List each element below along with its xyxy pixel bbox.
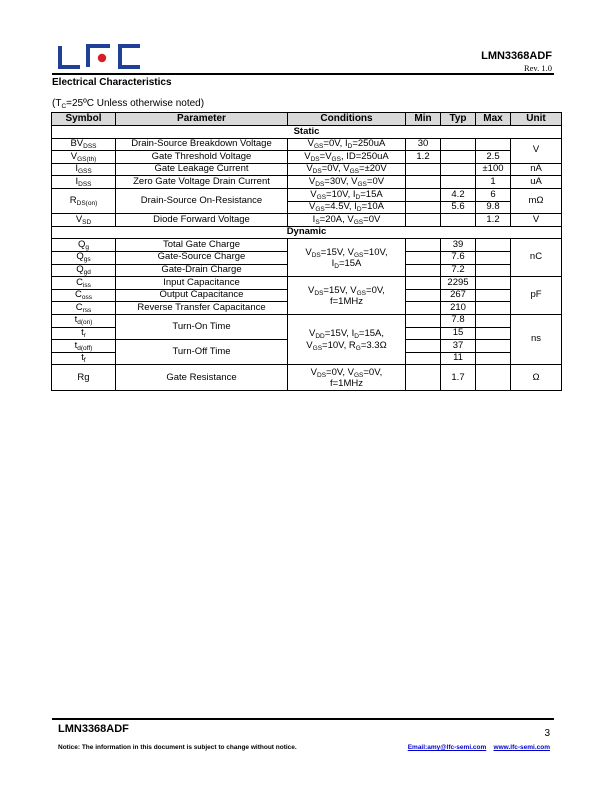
typ-cell: 7.2 <box>441 264 476 277</box>
symbol-cell: $BV_{DSS}$ <box>52 138 116 151</box>
symbol-cell: $t_f$ <box>52 352 116 365</box>
typ-cell: 7.6 <box>441 251 476 264</box>
max-cell <box>476 277 511 290</box>
min-cell <box>406 251 441 264</box>
column-header: Conditions <box>288 113 406 126</box>
typ-cell <box>441 163 476 176</box>
unit-cell: Ω <box>511 365 562 391</box>
max-cell <box>476 352 511 365</box>
typ-cell <box>441 176 476 189</box>
symbol-cell: $C_{oss}$ <box>52 289 116 302</box>
typ-cell: 39 <box>441 239 476 252</box>
unit-cell: mΩ <box>511 188 562 213</box>
min-cell <box>406 302 441 315</box>
min-cell <box>406 239 441 252</box>
max-cell <box>476 340 511 353</box>
typ-cell <box>441 138 476 151</box>
min-cell <box>406 188 441 201</box>
column-header: Unit <box>511 113 562 126</box>
symbol-cell: $t_{d(on)}$ <box>52 314 116 327</box>
symbol-cell: Rg <box>52 365 116 391</box>
lfc-logo <box>58 44 142 70</box>
typ-cell: 7.8 <box>441 314 476 327</box>
symbol-cell: $t_r$ <box>52 327 116 340</box>
typ-cell <box>441 214 476 227</box>
conditions-cell: $V_{GS}=0V$, $I_D=250uA$ <box>288 138 406 151</box>
parameter-cell: Turn-Off Time <box>116 340 288 365</box>
conditions-cell: $V_{DD}=15V$, $I_D=15A$, $V_{GS}=10V$, $R_G=3.3\Omega$ <box>288 314 406 364</box>
footer-part-number: LMN3368ADF <box>58 723 129 735</box>
table-row <box>52 277 562 290</box>
parameter-cell: Gate-Drain Charge <box>116 264 288 277</box>
electrical-characteristics-table <box>51 112 562 391</box>
min-cell <box>406 176 441 189</box>
table-row <box>52 365 562 391</box>
typ-cell: 267 <box>441 289 476 302</box>
typ-cell <box>441 151 476 164</box>
min-cell: 1.2 <box>406 151 441 164</box>
min-cell <box>406 163 441 176</box>
max-cell: 1.2 <box>476 214 511 227</box>
typ-cell: 37 <box>441 340 476 353</box>
header-revision: Rev. 1.0 <box>523 63 552 73</box>
min-cell <box>406 277 441 290</box>
symbol-cell: $Q_{gs}$ <box>52 251 116 264</box>
table-row <box>52 151 562 164</box>
parameter-cell: Input Capacitance <box>116 277 288 290</box>
section-label-dynamic: Dynamic <box>52 226 562 239</box>
section-title: Electrical Characteristics <box>52 77 172 88</box>
parameter-cell: Gate Leakage Current <box>116 163 288 176</box>
max-cell <box>476 302 511 315</box>
typ-cell: 15 <box>441 327 476 340</box>
symbol-cell: $Q_{gd}$ <box>52 264 116 277</box>
parameter-cell: Total Gate Charge <box>116 239 288 252</box>
symbol-cell: $C_{iss}$ <box>52 277 116 290</box>
column-header: Parameter <box>116 113 288 126</box>
symbol-cell: $Q_g$ <box>52 239 116 252</box>
symbol-cell: $I_{GSS}$ <box>52 163 116 176</box>
unit-cell: ns <box>511 314 562 364</box>
min-cell <box>406 327 441 340</box>
table-row <box>52 138 562 151</box>
symbol-cell: $C_{rss}$ <box>52 302 116 315</box>
symbol-cell: $V_{GS(th)}$ <box>52 151 116 164</box>
column-header: Max <box>476 113 511 126</box>
typ-cell: 11 <box>441 352 476 365</box>
unit-cell: uA <box>511 176 562 189</box>
min-cell <box>406 340 441 353</box>
parameter-cell: Zero Gate Voltage Drain Current <box>116 176 288 189</box>
parameter-cell: Gate-Source Charge <box>116 251 288 264</box>
max-cell <box>476 138 511 151</box>
table-row <box>52 163 562 176</box>
typ-cell: 4.2 <box>441 188 476 201</box>
typ-cell: 5.6 <box>441 201 476 214</box>
section-label-static: Static <box>52 126 562 139</box>
conditions-cell: $V_{DS}=15V$, $V_{GS}=0V$, f=1MHz <box>288 277 406 315</box>
table-row <box>52 314 562 327</box>
column-header: Symbol <box>52 113 116 126</box>
footer-divider <box>52 718 554 720</box>
max-cell: 6 <box>476 188 511 201</box>
conditions-cell: $I_S=20A$, $V_{GS}=0V$ <box>288 214 406 227</box>
typ-cell: 2295 <box>441 277 476 290</box>
email-link[interactable]: Email:amy@lfc-semi.com <box>407 744 487 751</box>
unit-cell: nC <box>511 239 562 277</box>
conditions-note: ($T_C=25ºC$ Unless otherwise noted) <box>52 98 205 110</box>
min-cell <box>406 365 441 391</box>
footer-links <box>408 744 550 751</box>
unit-cell: V <box>511 214 562 227</box>
symbol-cell: $I_{DSS}$ <box>52 176 116 189</box>
table-row <box>52 239 562 252</box>
parameter-cell: Gate Resistance <box>116 365 288 391</box>
header-divider <box>52 73 554 75</box>
max-cell <box>476 327 511 340</box>
max-cell: 1 <box>476 176 511 189</box>
parameter-cell: Drain-Source On-Resistance <box>116 188 288 213</box>
min-cell <box>406 352 441 365</box>
symbol-cell: $t_{d(off)}$ <box>52 340 116 353</box>
typ-cell: 1.7 <box>441 365 476 391</box>
conditions-cell: $V_{GS}=10V$, $I_D=15A$ <box>288 188 406 201</box>
min-cell <box>406 214 441 227</box>
unit-cell: pF <box>511 277 562 315</box>
header-part-number: LMN3368ADF <box>481 50 552 62</box>
parameter-cell: Diode Forward Voltage <box>116 214 288 227</box>
column-header: Typ <box>441 113 476 126</box>
max-cell <box>476 264 511 277</box>
typ-cell: 210 <box>441 302 476 315</box>
max-cell <box>476 365 511 391</box>
parameter-cell: Output Capacitance <box>116 289 288 302</box>
max-cell: ±100 <box>476 163 511 176</box>
parameter-cell: Drain-Source Breakdown Voltage <box>116 138 288 151</box>
max-cell <box>476 251 511 264</box>
min-cell <box>406 314 441 327</box>
website-link[interactable]: www.lfc-semi.com <box>493 744 550 751</box>
unit-cell: V <box>511 138 562 163</box>
parameter-cell: Gate Threshold Voltage <box>116 151 288 164</box>
max-cell: 9.8 <box>476 201 511 214</box>
table-header-row <box>52 113 562 126</box>
parameter-cell: Turn-On Time <box>116 314 288 339</box>
min-cell <box>406 264 441 277</box>
symbol-cell: $V_{SD}$ <box>52 214 116 227</box>
conditions-cell: $V_{DS}=15V$, $V_{GS}=10V$, $I_D=15A$ <box>288 239 406 277</box>
conditions-cell: $V_{GS}=4.5V$, $I_D=10A$ <box>288 201 406 214</box>
unit-cell: nA <box>511 163 562 176</box>
footer-notice: Notice: The information in this document is subject to change without notice. <box>58 744 297 751</box>
conditions-cell: $V_{DS}=0V$, $V_{GS}=0V$, f=1MHz <box>288 365 406 391</box>
column-header: Min <box>406 113 441 126</box>
max-cell: 2.5 <box>476 151 511 164</box>
table-row <box>52 188 562 201</box>
min-cell <box>406 201 441 214</box>
max-cell <box>476 289 511 302</box>
parameter-cell: Reverse Transfer Capacitance <box>116 302 288 315</box>
conditions-cell: $V_{DS}=0V$, $V_{GS}=\pm 20V$ <box>288 163 406 176</box>
min-cell <box>406 289 441 302</box>
page-number: 3 <box>544 728 550 739</box>
conditions-cell: $V_{DS}=V_{GS}$, ID=250uA <box>288 151 406 164</box>
symbol-cell: $R_{DS(on)}$ <box>52 188 116 213</box>
table-row <box>52 176 562 189</box>
max-cell <box>476 239 511 252</box>
max-cell <box>476 314 511 327</box>
min-cell: 30 <box>406 138 441 151</box>
table-row <box>52 214 562 227</box>
conditions-cell: $V_{DS}=30V$, $V_{GS}=0V$ <box>288 176 406 189</box>
